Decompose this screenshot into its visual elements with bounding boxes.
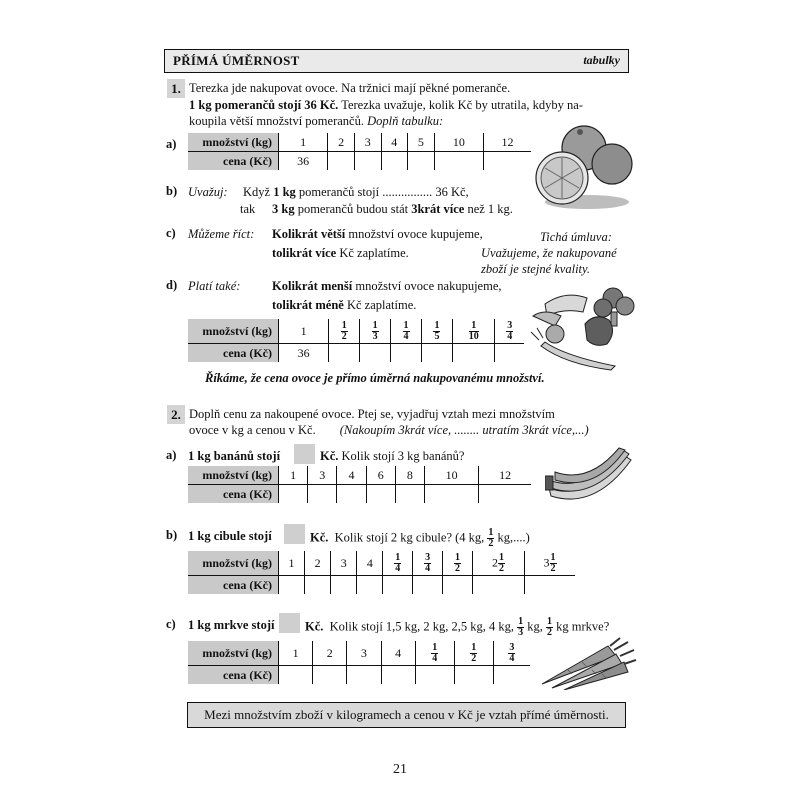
answer-cell[interactable] <box>328 152 355 171</box>
bananas-illustration-icon <box>545 446 637 506</box>
fraction-cell: $\frac{1}{5}$ <box>422 319 453 344</box>
answer-cell[interactable] <box>308 485 337 504</box>
table-cell: 10 <box>434 133 483 152</box>
ex1-c-label: c) <box>166 226 176 240</box>
answer-cell[interactable] <box>331 576 357 595</box>
table-cell: 4 <box>381 641 415 666</box>
exercise-number-1: 1. <box>167 79 185 98</box>
ex1-intro-line3: koupila větší množství pomerančů. Doplň tabulku: <box>189 114 444 128</box>
answer-cell[interactable] <box>313 666 347 685</box>
answer-cell[interactable] <box>354 152 381 171</box>
fraction-cell: $\frac{1}{3}$ <box>360 319 391 344</box>
ex1-b-label: b) <box>166 184 178 198</box>
table-cell: 2 <box>305 551 331 576</box>
table-cell: 4 <box>357 551 383 576</box>
ex2-intro-line1: Doplň cenu za nakoupené ovoce. Ptej se, vyjadřuj vztah mezi množstvím <box>189 407 555 421</box>
ex1-b-line2: 3 kg pomerančů budou stát 3krát více než 1 kg. <box>272 202 513 216</box>
table-cell: 5 <box>408 133 435 152</box>
ex1-c-line1: Kolikrát větší množství ovoce kupujeme, <box>272 227 483 241</box>
ex1-d-line1: Kolikrát menší množství ovoce nakupujeme, <box>272 279 502 293</box>
table-cell: 1 <box>279 133 328 152</box>
ex1-intro-line2: 1 kg pomerančů stojí 36 Kč. Terezka uvažuje, kolik Kč by utratila, kdyby na- <box>189 98 583 112</box>
fraction-cell: $\frac{3}{4}$ <box>493 641 530 666</box>
ex1-c-line2: tolikrát více Kč zaplatíme. <box>272 246 409 260</box>
fraction-cell: $\frac{1}{2}$ <box>454 641 493 666</box>
ex2-a-label: a) <box>166 448 177 462</box>
answer-cell[interactable] <box>305 576 331 595</box>
answer-cell[interactable] <box>395 485 424 504</box>
silent-title: Tichá úmluva: <box>540 230 612 244</box>
table-row: cena (Kč) <box>188 485 531 504</box>
table-row: cena (Kč) 36 <box>188 152 531 171</box>
table-cell: 4 <box>381 133 408 152</box>
table-cell: 1 <box>279 551 305 576</box>
table-cell: 6 <box>366 466 395 485</box>
ex1-intro-line1: Terezka jde nakupovat ovoce. Na tržnici mají pěkné pomeranče. <box>189 81 511 95</box>
ex2-c-bold1: 1 kg mrkve stojí <box>188 618 275 632</box>
ex2-a-rest: Kč. Kolik stojí 3 kg banánů? <box>320 449 465 463</box>
answer-cell[interactable] <box>279 485 308 504</box>
table-cell: 1 <box>279 319 329 344</box>
answer-cell[interactable] <box>381 152 408 171</box>
ex1-conclusion: Říkáme, že cena ovoce je přímo úměrná nakupovanému množství. <box>205 371 545 385</box>
answer-cell[interactable] <box>391 344 422 363</box>
table-row: množství (kg) 1 2 3 4 $\frac{1}{4}$ $\frac{1}{2}$ $\frac{3}{4}$ <box>188 641 530 666</box>
table-cell: 4 <box>337 466 366 485</box>
table-row: množství (kg) 1 3 4 6 8 10 12 <box>188 466 531 485</box>
answer-cell[interactable] <box>357 576 383 595</box>
answer-cell[interactable] <box>454 666 493 685</box>
silent-line1: Uvažujeme, že nakupované <box>481 246 617 260</box>
vegetables-illustration-icon <box>525 282 637 374</box>
table-cell: 3 <box>354 133 381 152</box>
table-cell: 36 <box>279 152 328 171</box>
silent-line2: zboží je stejné kvality. <box>481 262 591 276</box>
section-tag: tabulky <box>583 53 620 67</box>
fraction-cell: $\frac{1}{4}$ <box>415 641 454 666</box>
ex2-table-b <box>188 551 575 594</box>
answer-cell[interactable] <box>366 485 395 504</box>
fraction-cell: $\frac{3}{4}$ <box>413 551 443 576</box>
ex2-table-c <box>188 641 530 684</box>
answer-cell[interactable] <box>381 666 415 685</box>
table-row: množství (kg) 1 $\frac{1}{2}$ $\frac{1}{3}$ $\frac{1}{4}$ $\frac{1}{5}$ $\frac{1}{10}$ $\frac{3}{4}$ <box>188 319 524 344</box>
answer-cell[interactable] <box>337 485 366 504</box>
answer-cell[interactable] <box>422 344 453 363</box>
ex2-c-label: c) <box>166 617 176 631</box>
ex2-b-bold1: 1 kg cibule stojí <box>188 529 272 543</box>
answer-cell[interactable] <box>479 485 531 504</box>
price-input-bananas[interactable] <box>294 444 315 464</box>
answer-cell[interactable] <box>525 576 575 595</box>
mixed-number-cell: 3 $\frac{1}{2}$ <box>525 551 575 576</box>
ex1-b-line1: Když 1 kg pomerančů stojí ................ 36 Kč, <box>243 185 469 199</box>
table-cell: 10 <box>425 466 479 485</box>
ex1-table-a <box>188 133 531 170</box>
price-input-onion[interactable] <box>284 524 305 544</box>
fraction-cell: $\frac{1}{2}$ <box>329 319 360 344</box>
table-cell: 36 <box>279 344 329 363</box>
fraction-cell: $\frac{1}{10}$ <box>452 319 495 344</box>
section-header <box>164 49 629 73</box>
table-row: cena (Kč) <box>188 666 530 685</box>
ex1-c-prefix: Můžeme říct: <box>188 227 255 241</box>
table-cell: 1 <box>279 641 313 666</box>
ex1-b-prefix: Uvažuj: <box>188 185 228 199</box>
fraction-cell: $\frac{3}{4}$ <box>495 319 524 344</box>
rule-note: Mezi množstvím zboží v kilogramech a cenou v Kč je vztah přímé úměrnosti. <box>187 702 626 728</box>
ex1-d-line2: tolikrát méně Kč zaplatíme. <box>272 298 417 312</box>
table-row: cena (Kč) 36 <box>188 344 524 363</box>
table-cell: 2 <box>313 641 347 666</box>
carrots-illustration-icon <box>538 636 638 690</box>
answer-cell[interactable] <box>360 344 391 363</box>
ex2-c-rest: Kč. Kolik stojí 1,5 kg, 2 kg, 2,5 kg, 4 kg, $\frac{1}{3}$ kg, $\frac{1}{2}$ kg mrkve? <box>305 616 610 638</box>
ex2-b-rest: Kč. Kolik stojí 2 kg cibule? (4 kg, $\frac{1}{2}$ kg,....) <box>310 527 530 549</box>
exercise-number-2: 2. <box>167 405 185 424</box>
fraction-cell: $\frac{1}{2}$ <box>443 551 473 576</box>
answer-cell[interactable] <box>415 666 454 685</box>
answer-cell[interactable] <box>413 576 443 595</box>
answer-cell[interactable] <box>452 344 495 363</box>
answer-cell[interactable] <box>425 485 479 504</box>
ex2-table-a <box>188 466 531 503</box>
ex2-a-bold1: 1 kg banánů stojí <box>188 449 281 463</box>
answer-cell[interactable] <box>495 344 524 363</box>
fraction-cell: $\frac{1}{4}$ <box>383 551 413 576</box>
section-title: PŘÍMÁ ÚMĚRNOST <box>173 53 300 68</box>
table-row: množství (kg) 1 2 3 4 $\frac{1}{4}$ $\frac{3}{4}$ $\frac{1}{2}$ 2 $\frac{1}{2}$ 3 $\frac{1}{2}$ <box>188 551 575 576</box>
answer-cell[interactable] <box>472 576 524 595</box>
table-cell: 3 <box>331 551 357 576</box>
answer-cell[interactable] <box>443 576 473 595</box>
answer-cell[interactable] <box>329 344 360 363</box>
ex2-intro-line2: ovoce v kg a cenou v Kč. (Nakoupím 3krát více, ........ utratím 3krát více,...) <box>189 423 589 437</box>
ex1-d-prefix: Platí také: <box>188 279 241 293</box>
table-cell: 3 <box>347 641 381 666</box>
table-row: cena (Kč) <box>188 576 575 595</box>
answer-cell[interactable] <box>347 666 381 685</box>
answer-cell[interactable] <box>484 152 531 171</box>
ex1-d-label: d) <box>166 278 178 292</box>
answer-cell[interactable] <box>279 666 313 685</box>
answer-cell[interactable] <box>408 152 435 171</box>
table-cell: 8 <box>395 466 424 485</box>
page-number: 21 <box>393 762 407 777</box>
answer-cell[interactable] <box>434 152 483 171</box>
oranges-illustration-icon <box>532 122 636 212</box>
ex1-b-line2a: tak <box>240 202 256 216</box>
table-cell: 12 <box>479 466 531 485</box>
ex1-table-d <box>188 319 524 362</box>
table-cell: 12 <box>484 133 531 152</box>
table-cell: 3 <box>308 466 337 485</box>
answer-cell[interactable] <box>279 576 305 595</box>
answer-cell[interactable] <box>383 576 413 595</box>
fraction-cell: $\frac{1}{4}$ <box>391 319 422 344</box>
table-row: množství (kg) 1 2 3 4 5 10 12 <box>188 133 531 152</box>
table-cell: 1 <box>279 466 308 485</box>
answer-cell[interactable] <box>493 666 530 685</box>
price-input-carrots[interactable] <box>279 613 300 633</box>
ex2-b-label: b) <box>166 528 178 542</box>
mixed-number-cell: 2 $\frac{1}{2}$ <box>472 551 524 576</box>
table-cell: 2 <box>328 133 355 152</box>
ex1-a-label: a) <box>166 137 177 151</box>
